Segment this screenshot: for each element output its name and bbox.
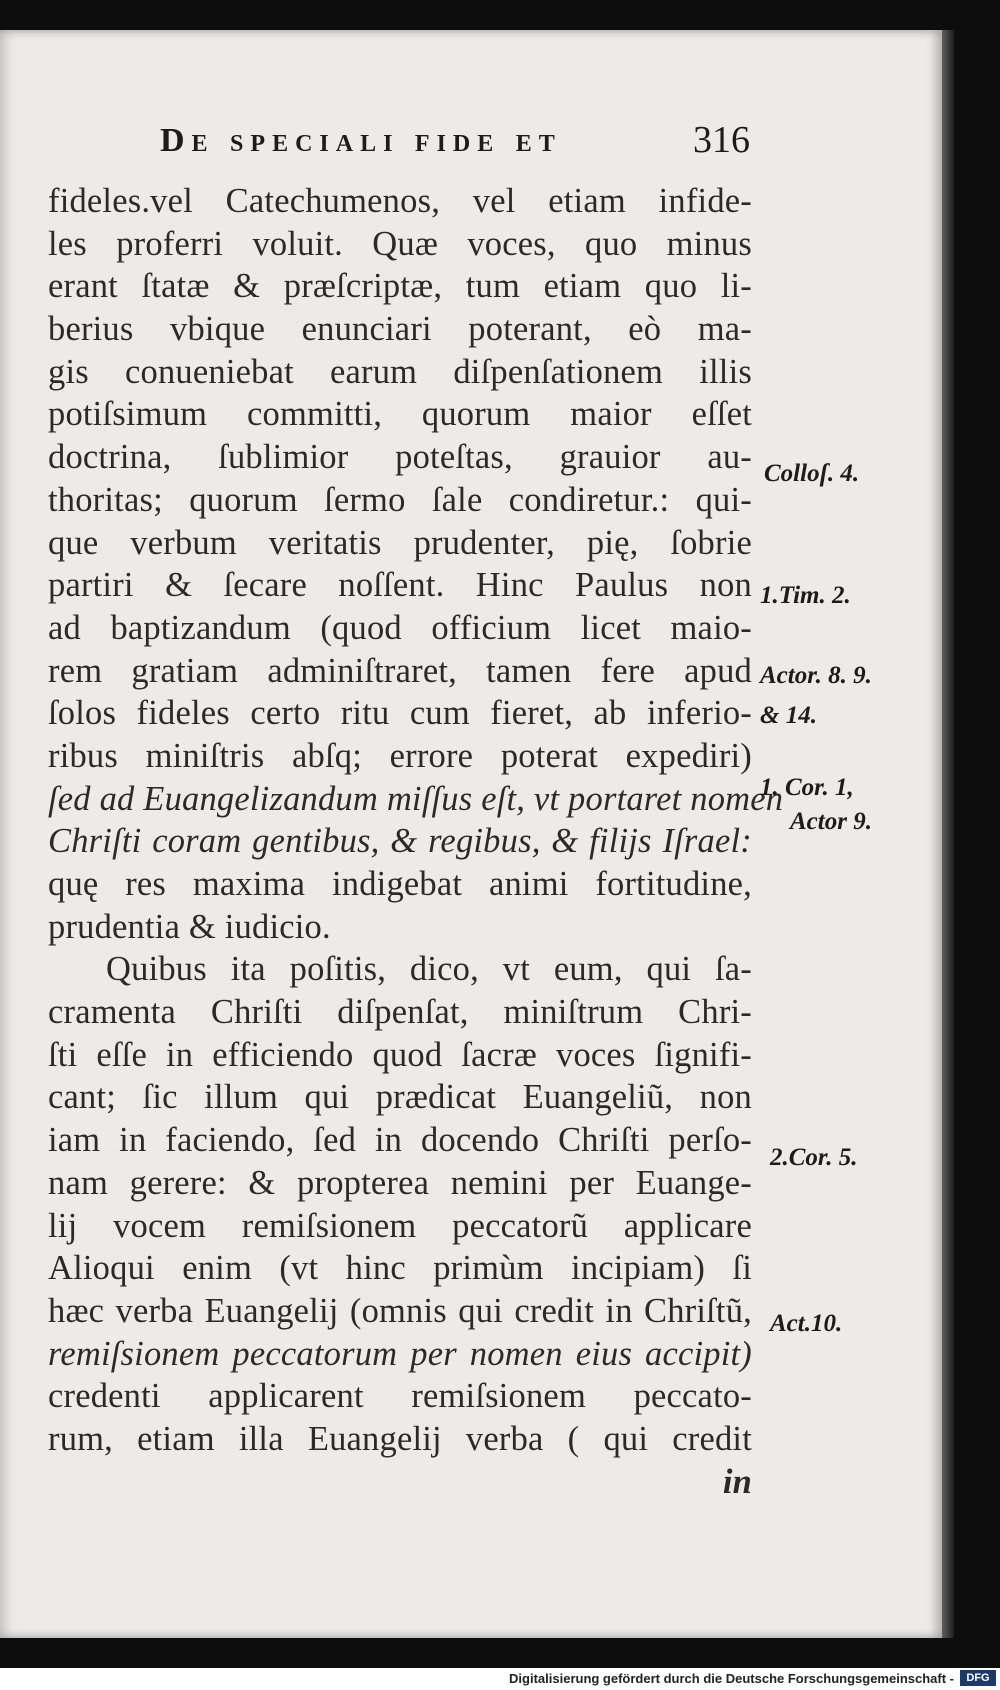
text-line: cramenta Chriſti diſpenſat, miniſtrum Chri-: [48, 993, 752, 1032]
text-line: cant; ſic illum qui prædicat Euangeliũ, non: [48, 1078, 752, 1117]
text-line: remiſsionem peccatorum per nomen eius accipit): [48, 1334, 752, 1373]
text-line: quę res maxima indigebat animi fortitudine,: [48, 865, 752, 903]
text-line: nam gerere: & propterea nemini per Euange-: [48, 1163, 752, 1202]
text-line: ſti eſſe in efficiendo quod ſacræ voces ſignifi-: [48, 1035, 752, 1074]
text-line: hæc verba Euangelij (omnis qui credit in Chriſtũ,: [48, 1291, 752, 1330]
text-line: iam in faciendo, ſed in docendo Chriſti perſo-: [48, 1121, 752, 1160]
margin-note: Actor. 8. 9.: [760, 662, 872, 689]
dfg-logo: DFG: [960, 1670, 996, 1686]
page-right-edge: [942, 30, 954, 1638]
text-line: thoritas; quorum ſermo ſale condiretur.: qui-: [48, 480, 752, 519]
text-line: potiſsimum committi, quorum maior eſſet: [48, 395, 752, 434]
text-line: partiri & ſecare noſſent. Hinc Paulus non: [48, 566, 752, 605]
text-line: doctrina, ſublimior poteſtas, grauior au-: [48, 438, 752, 477]
text-line: credenti applicarent remiſsionem peccato-: [48, 1377, 752, 1416]
text-line: Chriſti coram gentibus, & regibus, & filijs Iſrael:: [48, 822, 752, 861]
text-line: fideles.vel Catechumenos, vel etiam infide-: [48, 182, 752, 220]
book-page: [0, 30, 942, 1638]
margin-note: 1. Cor. 1,: [760, 774, 854, 801]
margin-note: 2.Cor. 5.: [770, 1144, 858, 1171]
margin-note: Act.10.: [770, 1310, 843, 1337]
text-line: rum, etiam illa Euangelij verba ( qui credit: [48, 1419, 752, 1458]
catchword: in: [722, 1462, 752, 1501]
body-text: [48, 180, 784, 1503]
text-line: prudentia & iudicio.: [48, 907, 331, 946]
text-line: rem gratiam adminiſtraret, tamen fere apud: [48, 651, 752, 690]
text-line: gis conueniebat earum diſpenſationem illis: [48, 352, 752, 391]
margin-note: 1.Tim. 2.: [760, 582, 851, 609]
margin-note: Actor 9.: [790, 808, 872, 835]
text-line: ad baptizandum (quod officium licet maio-: [48, 608, 752, 647]
text-line: berius vbique enunciari poterant, eò ma-: [48, 310, 752, 349]
text-line: les proferri voluit. Quæ voces, quo minus: [48, 224, 752, 263]
page-number: 316: [693, 119, 750, 161]
text-line: ſed ad Euangelizandum miſſus eſt, vt portaret nomen: [48, 779, 784, 818]
text-line: ribus miniſtris abſq; errore poterat expediri): [48, 736, 752, 775]
running-header: [160, 119, 750, 170]
footer-bar: [0, 1668, 1000, 1690]
funding-credit: Digitalisierung gefördert durch die Deutsche Forschungsgemeinschaft -: [509, 1671, 954, 1686]
text-line: ſolos fideles certo ritu cum fieret, ab inferio-: [48, 694, 752, 733]
margin-note: Colloſ. 4.: [764, 460, 860, 487]
text-line: lij vocem remiſsionem peccatorũ applicare: [48, 1206, 752, 1245]
text-line: Quibus ita poſitis, dico, vt eum, qui ſa-: [106, 950, 752, 989]
text-line: erant ſtatæ & præſcriptæ, tum etiam quo li-: [48, 267, 752, 306]
margin-note: & 14.: [760, 702, 817, 729]
text-line: Alioqui enim (vt hinc primùm incipiam) ſi: [48, 1249, 752, 1288]
header-title: De speciali fide et: [160, 122, 562, 159]
text-line: que verbum veritatis prudenter, pię, ſobrie: [48, 523, 752, 562]
